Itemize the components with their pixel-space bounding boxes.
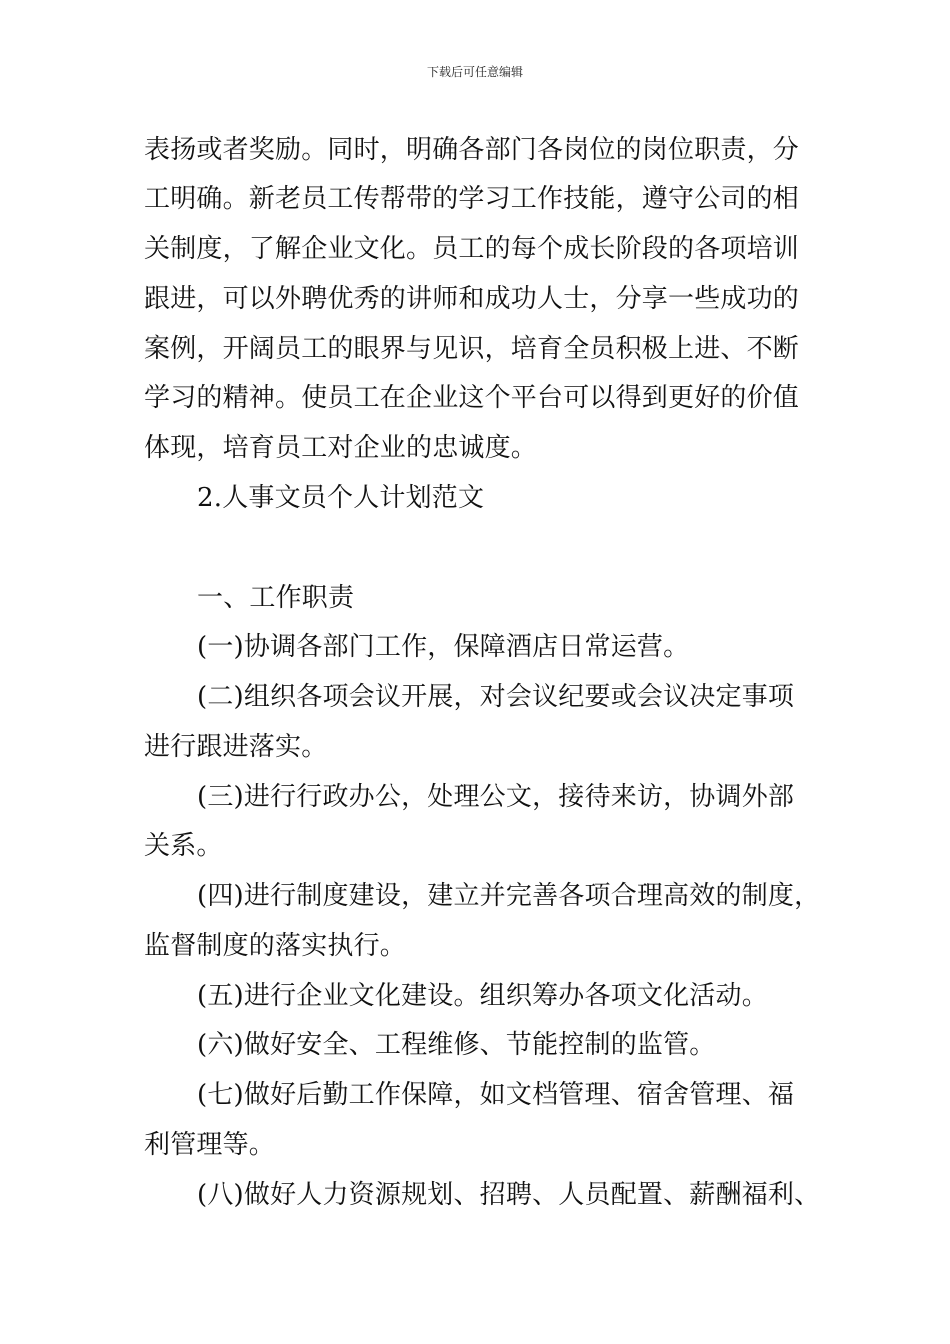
list-item: (六)做好安全、工程维修、节能控制的监管。 bbox=[197, 1030, 716, 1060]
section-heading: 2.人事文员个人计划范文 bbox=[197, 483, 485, 513]
body-line: 表扬或者奖励。同时，明确各部门各岗位的岗位职责，分 bbox=[144, 135, 800, 165]
subsection-heading: 一、工作职责 bbox=[197, 583, 355, 613]
body-line: 工明确。新老员工传帮带的学习工作技能，遵守公司的相 bbox=[144, 184, 800, 214]
body-line: 体现，培育员工对企业的忠诚度。 bbox=[144, 433, 538, 463]
body-line: 学习的精神。使员工在企业这个平台可以得到更好的价值 bbox=[144, 383, 800, 413]
list-item-continuation: 关系。 bbox=[144, 831, 223, 861]
list-item-continuation: 监督制度的落实执行。 bbox=[144, 931, 407, 961]
list-item: (四)进行制度建设，建立并完善各项合理高效的制度， bbox=[197, 881, 821, 911]
body-line: 关制度，了解企业文化。员工的每个成长阶段的各项培训 bbox=[144, 234, 800, 264]
list-item: (二)组织各项会议开展，对会议纪要或会议决定事项 bbox=[197, 682, 795, 712]
list-item: (八)做好人力资源规划、招聘、人员配置、薪酬福利、 bbox=[197, 1180, 821, 1210]
list-item: (七)做好后勤工作保障，如文档管理、宿舍管理、福 bbox=[197, 1080, 795, 1110]
body-line: 案例，开阔员工的眼界与见识，培育全员积极上进、不断 bbox=[144, 334, 800, 364]
list-item-continuation: 进行跟进落实。 bbox=[144, 732, 328, 762]
page-header: 下载后可任意编辑 bbox=[426, 65, 523, 79]
list-item: (三)进行行政办公，处理公文，接待来访，协调外部 bbox=[197, 782, 795, 812]
list-item: (五)进行企业文化建设。组织筹办各项文化活动。 bbox=[197, 981, 768, 1011]
list-item-continuation: 利管理等。 bbox=[144, 1130, 276, 1160]
body-line: 跟进，可以外聘优秀的讲师和成功人士，分享一些成功的 bbox=[144, 284, 800, 314]
list-item: (一)协调各部门工作，保障酒店日常运营。 bbox=[197, 632, 690, 662]
